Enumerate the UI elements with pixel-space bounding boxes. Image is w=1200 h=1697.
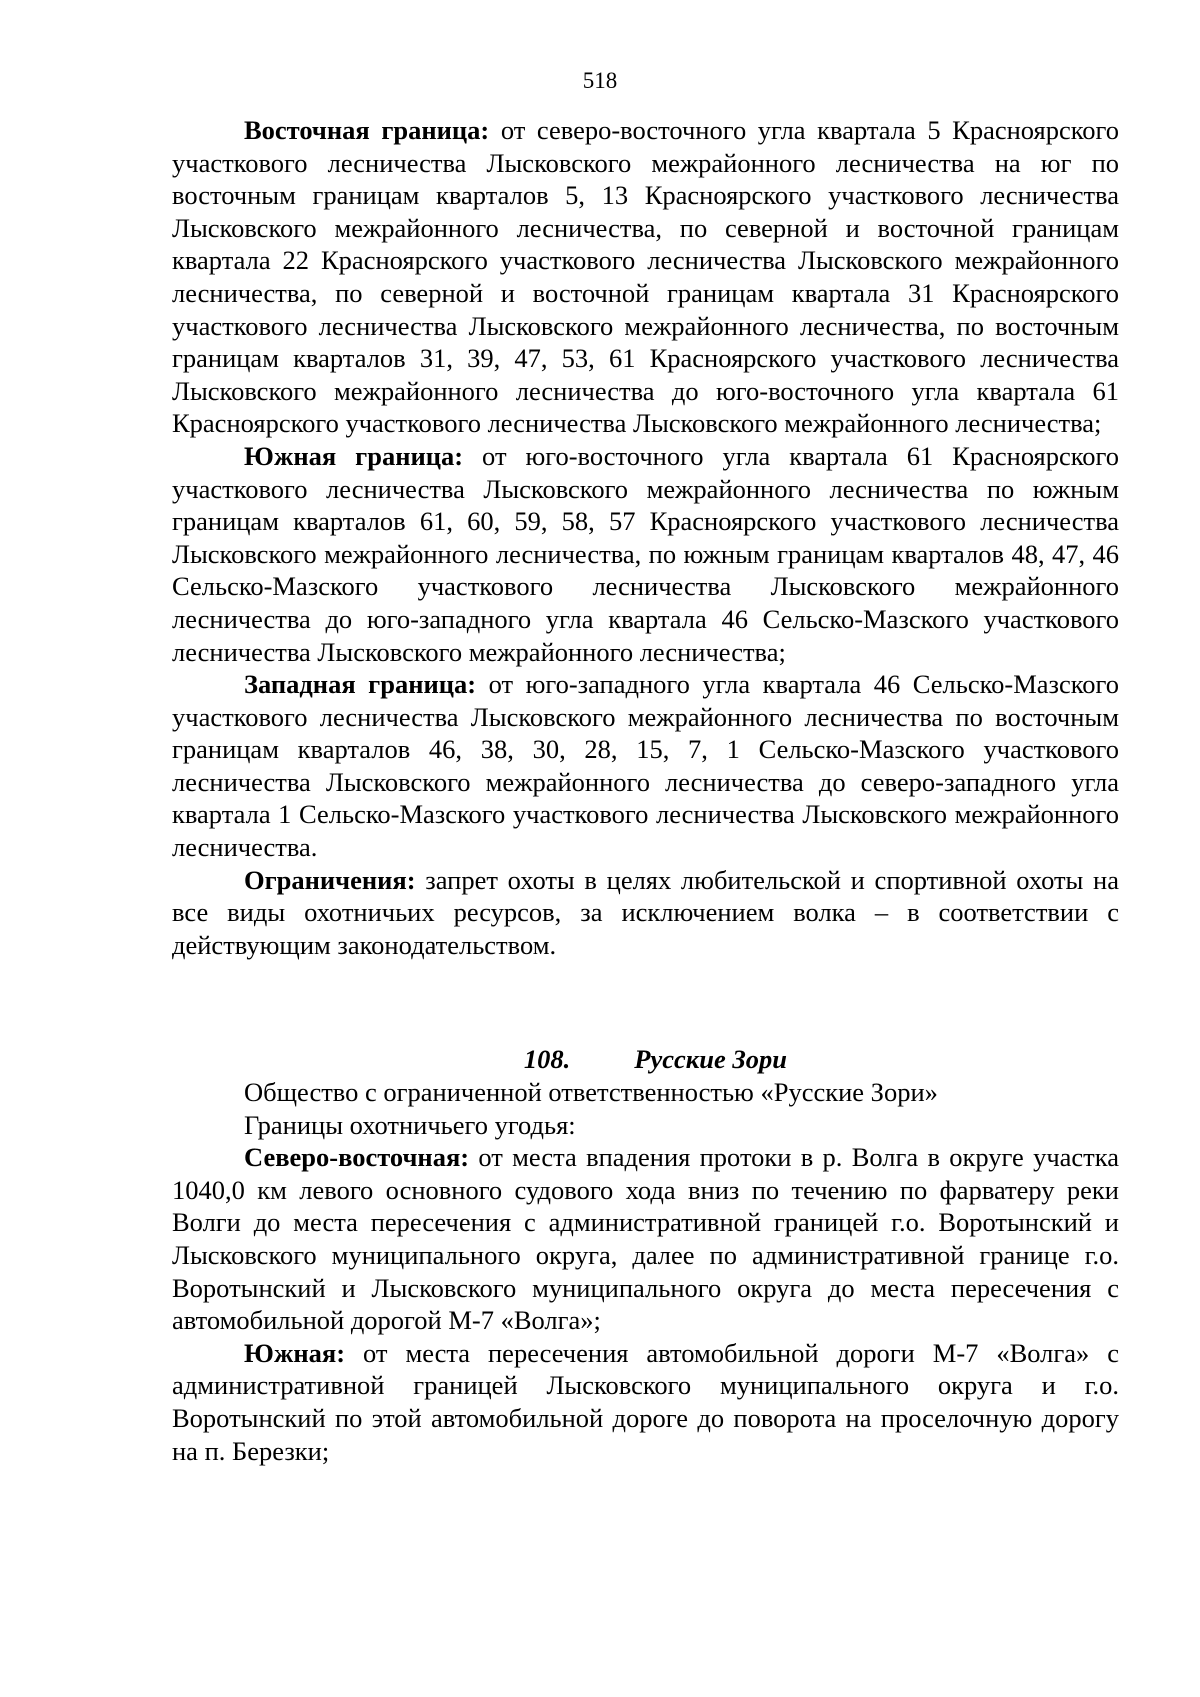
south-boundary-paragraph	[172, 440, 1119, 668]
east-boundary-paragraph	[172, 114, 1119, 440]
boundaries-intro: Границы охотничьего угодья:	[244, 1109, 576, 1140]
northeast-boundary-text: от места впадения протоки в р. Волга в округе участка 1040,0 км левого основного судового хода вниз по течению по фарватеру реки Волги до места пересечения с административной границей г.о. Воротынский и Лысковского муниципального округа, далее по административной границе г.о. Воротынский и Лысковского муниципального округа до места пересечения с автомобильной дорогой М-7 «Волга»;	[172, 1142, 1119, 1336]
east-boundary-text: от северо-восточного угла квартала 5 Красноярского участкового лесничества Лысковского межрайонного лесничества на юг по восточным границам кварталов 5, 13 Красноярского участкового лесничества Лысковского межрайонного лесничества, по северной и восточной границам квартала 22 Красноярского участкового лесничества Лысковского межрайонного лесничества, по северной и восточной границам квартала 31 Красноярского участкового лесничества Лысковского межрайонного лесничества, по восточным границам кварталов 31, 39, 47, 53, 61 Красноярского участкового лесничества Лысковского межрайонного лесничества до юго-восточного угла квартала 61 Красноярского участкового лесничества Лысковского межрайонного лесничества;	[172, 115, 1119, 439]
west-boundary-text: от юго-западного угла квартала 46 Сельско-Мазского участкового лесничества Лысковского межрайонного лесничества по восточным границам кварталов 46, 38, 30, 28, 15, 7, 1 Сельско-Мазского участкового лесничества Лысковского межрайонного лесничества до северо-западного угла квартала 1 Сельско-Мазского участкового лесничества Лысковского межрайонного лесничества.	[172, 669, 1119, 863]
section-spacer	[172, 961, 1119, 1043]
section-number: 108.	[523, 1044, 571, 1075]
west-boundary-label: Западная граница:	[244, 669, 477, 700]
south-boundary-2-label: Южная:	[244, 1337, 346, 1368]
section-heading	[172, 1043, 1119, 1076]
south-boundary-2-paragraph	[172, 1337, 1119, 1467]
northeast-boundary-paragraph	[172, 1141, 1119, 1337]
south-boundary-text: от юго-восточного угла квартала 61 Красноярского участкового лесничества Лысковского межрайонного лесничества по южным границам кварталов 61, 60, 59, 58, 57 Красноярского участкового лесничества Лысковского межрайонного лесничества, по южным границам кварталов 48, 47, 46 Сельско-Мазского участкового лесничества Лысковского межрайонного лесничества до юго-западного угла квартала 46 Сельско-Мазского участкового лесничества Лысковского межрайонного лесничества;	[172, 440, 1119, 667]
section-title: Русские Зори	[634, 1044, 788, 1075]
restrictions-paragraph	[172, 864, 1119, 962]
south-boundary-label: Южная граница:	[244, 440, 464, 471]
restrictions-text: запрет охоты в целях любительской и спортивной охоты на все виды охотничьих ресурсов, за исключением волка – в соответствии с действующим законодательством.	[172, 864, 1119, 960]
restrictions-label: Ограничения:	[244, 864, 416, 895]
document-body	[172, 114, 1119, 1467]
organization-name: Общество с ограниченной ответственностью «Русские Зори»	[244, 1077, 938, 1108]
northeast-boundary-label: Северо-восточная:	[244, 1142, 470, 1173]
east-boundary-label: Восточная граница:	[244, 115, 490, 145]
south-boundary-2-text: от места пересечения автомобильной дороги М-7 «Волга» с административной границей Лысковского муниципального округа и г.о. Воротынский по этой автомобильной дороге до поворота на проселочную дорогу на п. Березки;	[172, 1337, 1119, 1466]
page-number: 518	[582, 68, 618, 93]
west-boundary-paragraph	[172, 668, 1119, 864]
